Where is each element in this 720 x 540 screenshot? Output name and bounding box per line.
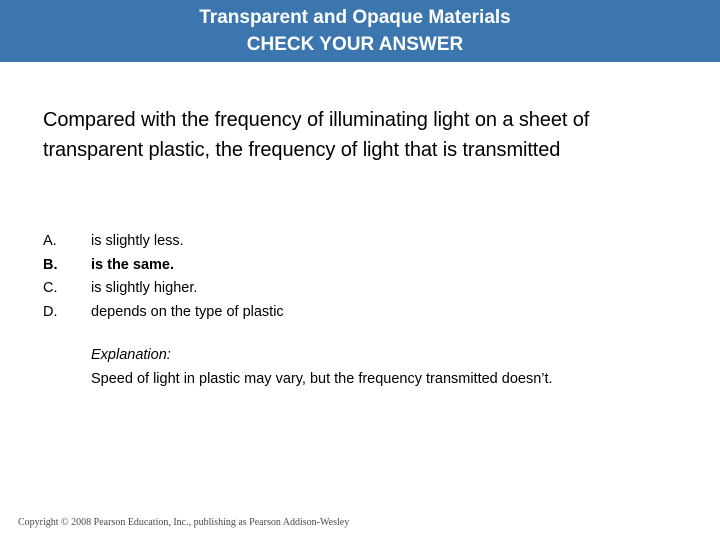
explanation-title: Explanation: [91, 347, 171, 363]
choice-d [43, 301, 663, 325]
choice-letter: D. [43, 303, 58, 320]
slide-subtitle: CHECK YOUR ANSWER [246, 34, 464, 55]
slide-title: Transparent and Opaque Materials [199, 7, 511, 28]
choice-text: depends on the type of plastic [91, 303, 284, 320]
choice-letter: A. [43, 233, 57, 249]
explanation-block [91, 344, 691, 391]
slide-header [0, 0, 720, 62]
choice-c [43, 277, 663, 301]
choice-text: is slightly less. [91, 233, 184, 249]
choice-b [43, 254, 663, 278]
copyright-footer: Copyright © 2008 Pearson Education, Inc., publishing as Pearson Addison-Wesley [18, 517, 350, 528]
explanation-text: Speed of light in plastic may vary, but the frequency transmitted doesn’t. [91, 370, 553, 387]
choice-text: is the same. [91, 256, 175, 273]
answer-choices [43, 230, 663, 324]
choice-letter: B. [43, 256, 58, 273]
choice-letter: C. [43, 280, 58, 296]
question-text: Compared with the frequency of illuminating light on a sheet of transparent plastic, the frequency of light that is transmitted [43, 109, 590, 161]
choice-text: is slightly higher. [91, 280, 198, 296]
choice-a [43, 230, 663, 254]
